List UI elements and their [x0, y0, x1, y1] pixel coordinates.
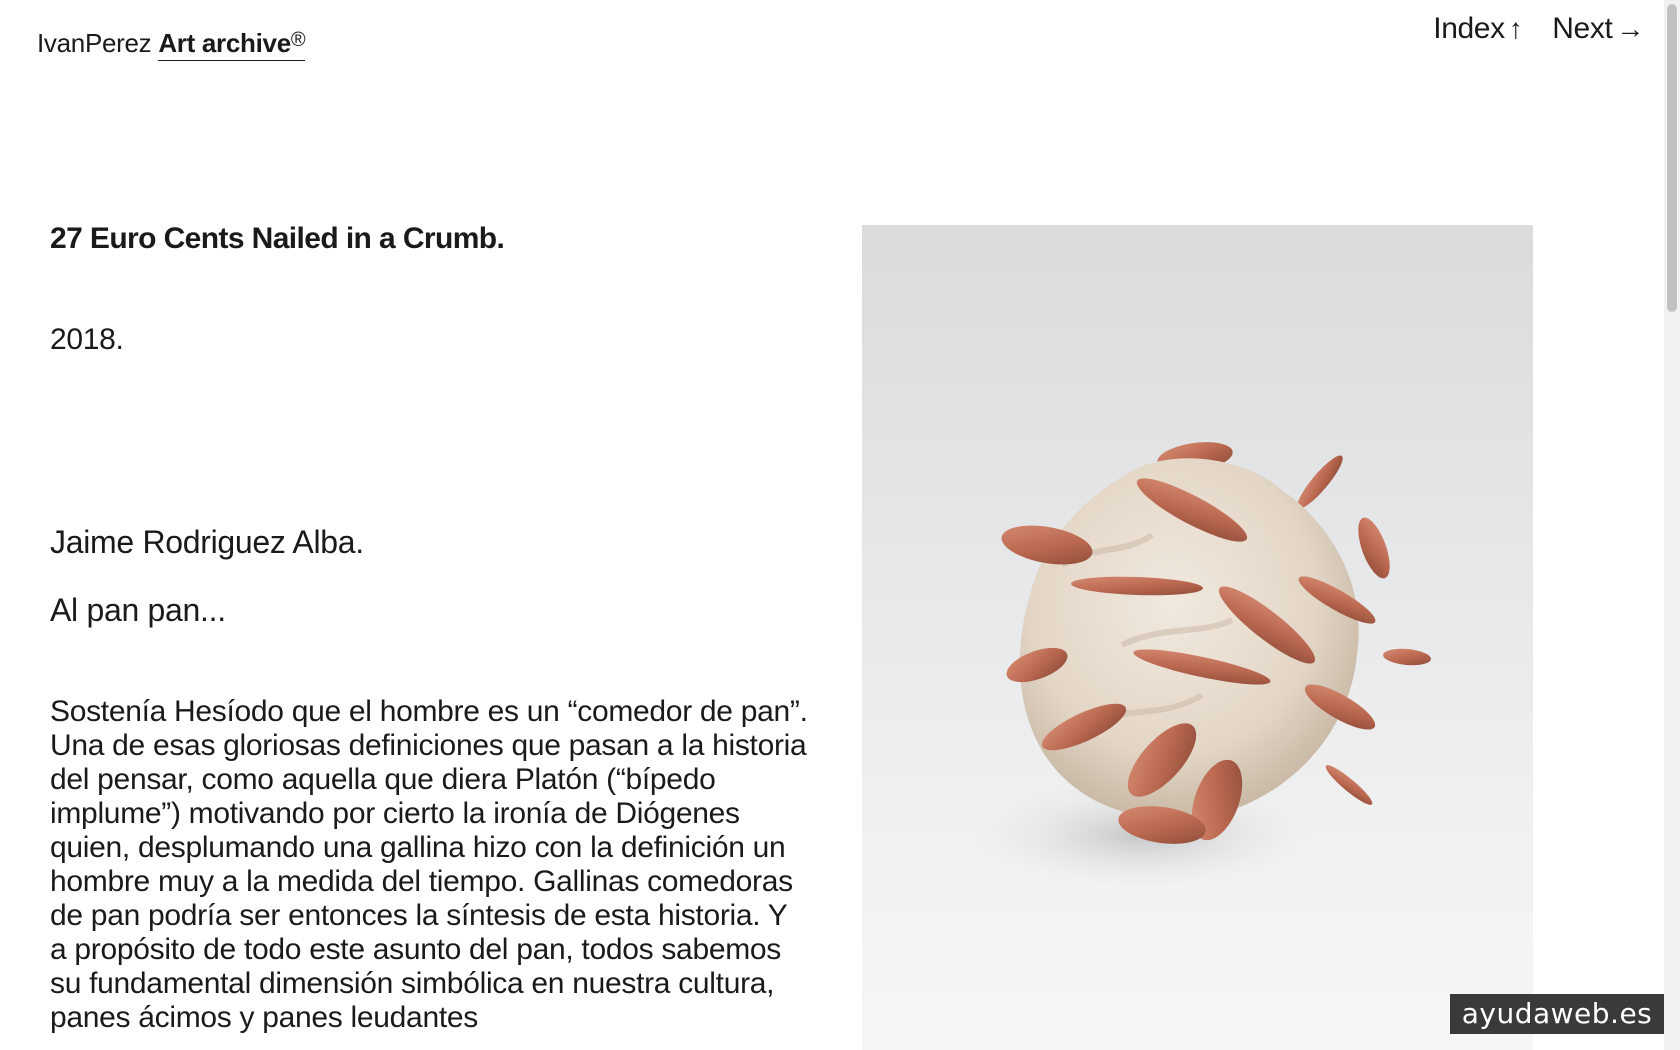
artwork-title: 27 Euro Cents Nailed in a Crumb. — [50, 222, 505, 255]
brand-archive-link[interactable] — [158, 28, 305, 61]
page-scrollbar[interactable] — [1664, 0, 1680, 1050]
next-link-label: Next — [1552, 12, 1613, 45]
essay-subtitle: Al pan pan... — [50, 592, 226, 628]
index-link[interactable] — [1433, 12, 1522, 46]
scrollbar-thumb[interactable] — [1667, 4, 1677, 312]
essay-body — [50, 695, 810, 1035]
site-brand[interactable] — [37, 28, 305, 59]
top-nav — [1433, 12, 1644, 46]
arrow-up-icon: ↑ — [1508, 13, 1523, 44]
registered-mark: ® — [290, 29, 306, 51]
arrow-right-icon: → — [1616, 13, 1644, 44]
essay-author: Jaime Rodriguez Alba. — [50, 524, 364, 560]
next-link[interactable] — [1552, 12, 1644, 46]
artwork-image[interactable] — [862, 225, 1533, 1050]
artwork-illustration — [862, 225, 1533, 1050]
artwork-year: 2018. — [50, 323, 124, 356]
essay-paragraph: Sostenía Hesíodo que el hombre es un “comedor de pan”. Una de esas gloriosas definiciones que pasan a la historia del pensar, como aquella que diera Platón (“bípedo implume”) motivando por cierto la ironía de Diógenes quien, desplumando una gallina hizo con la definición un hombre muy a la medida del tiempo. Gallinas comedoras de pan podría ser entonces la síntesis de esta historia. Y a propósito de todo este asunto del pan, todos sabemos su fundamental dimensión simbólica en nuestra cultura, panes ácimos y panes leudantes — [50, 695, 808, 1034]
index-link-label: Index — [1433, 12, 1505, 45]
brand-archive-label: Art archive — [158, 28, 291, 58]
watermark: ayudaweb.es — [1450, 994, 1664, 1034]
brand-owner: IvanPerez — [37, 28, 152, 58]
